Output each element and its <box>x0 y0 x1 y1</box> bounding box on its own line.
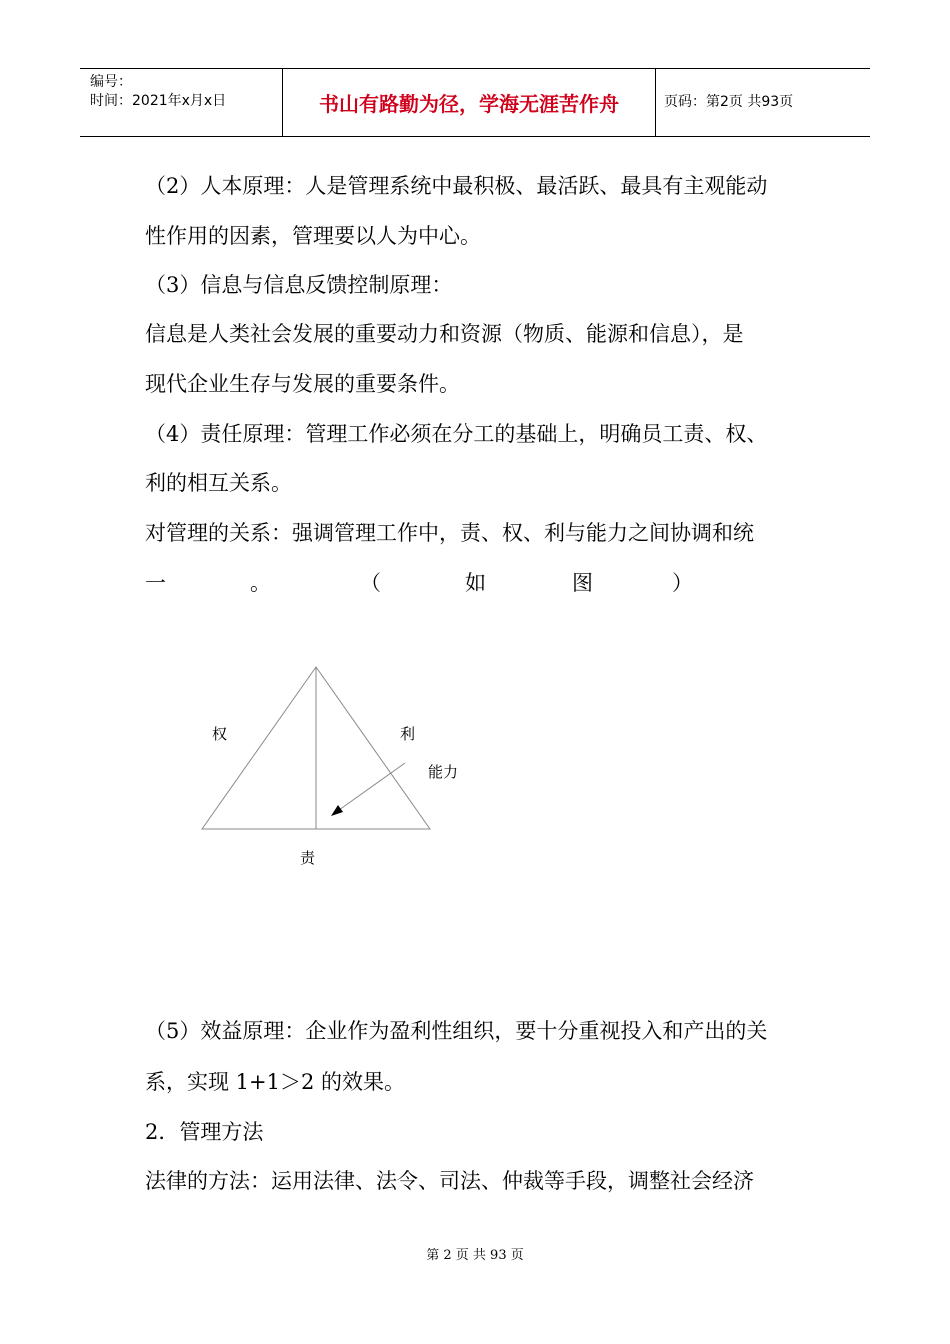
paragraph-line: 信息是人类社会发展的重要动力和资源（物质、能源和信息），是 <box>145 322 744 346</box>
spread-char: 。 <box>250 571 271 595</box>
header-page-cell <box>656 69 870 136</box>
spread-char: 图 <box>572 571 593 595</box>
spread-char: 一 <box>145 571 166 595</box>
paragraph-line: （4）责任原理：管理工作必须在分工的基础上，明确员工责、权、 <box>145 422 768 446</box>
ability-arrowhead <box>331 805 343 816</box>
paragraph-line: 系，实现 1+1＞2 的效果。 <box>145 1070 406 1094</box>
number-label: 编号： <box>90 74 132 90</box>
ability-arrow-line <box>339 763 405 810</box>
responsibility-triangle-diagram <box>195 660 445 840</box>
header-left-cell <box>80 69 283 136</box>
label-ability: 能力 <box>428 763 459 781</box>
paragraph-line: 对管理的关系：强调管理工作中，责、权、利与能力之间协调和统 <box>145 521 754 545</box>
spread-char: （ <box>360 571 381 595</box>
header-motto: 书山有路勤为径，学海无涯苦作舟 <box>319 92 619 116</box>
paragraph-line: （5）效益原理：企业作为盈利性组织，要十分重视投入和产出的关 <box>145 1019 768 1043</box>
paragraph-line: 性作用的因素，管理要以人为中心。 <box>145 224 481 248</box>
page-footer: 第 2 页 共 93 页 <box>426 1248 524 1263</box>
spread-char: 如 <box>465 571 486 595</box>
time-label: 时间：2021年x月x日 <box>90 93 227 109</box>
paragraph-line: （2）人本原理：人是管理系统中最积极、最活跃、最具有主观能动 <box>145 174 768 198</box>
paragraph-line: 法律的方法：运用法律、法令、司法、仲裁等手段，调整社会经济 <box>145 1169 754 1193</box>
paragraph-line: 现代企业生存与发展的重要条件。 <box>145 372 460 396</box>
section-heading: 2．管理方法 <box>145 1120 264 1144</box>
page-header <box>80 68 870 137</box>
header-page-info: 页码：第2页 共93页 <box>664 94 794 110</box>
header-motto-cell <box>283 69 656 136</box>
label-responsibility: 责 <box>300 849 316 867</box>
label-authority: 权 <box>212 725 228 743</box>
spread-char: ） <box>672 571 693 595</box>
paragraph-line: （3）信息与信息反馈控制原理： <box>145 273 453 297</box>
label-benefit: 利 <box>400 725 416 743</box>
paragraph-line: 利的相互关系。 <box>145 471 292 495</box>
